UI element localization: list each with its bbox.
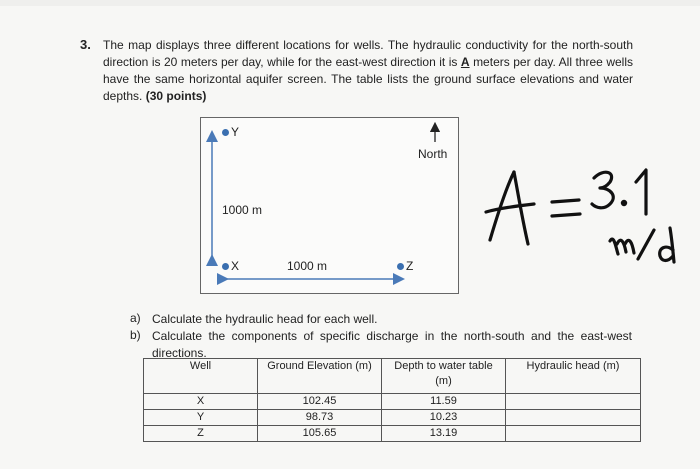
- table-row: [144, 426, 641, 442]
- well-x-label: X: [231, 259, 240, 273]
- part-a-letter: a): [130, 311, 141, 325]
- cell-well: Z: [144, 426, 258, 442]
- table-header-row: [144, 359, 641, 394]
- question-number: 3.: [80, 37, 91, 52]
- question-text: The map displays three different locations for wells. The hydraulic conductivity for the north-south direction is 20 meters per day, while for the east-west direction it is A meters per day. All three wells have the same horizontal aquifer screen. The table lists the ground surface elevations and water depths. (30 points): [103, 38, 633, 103]
- north-label: North: [418, 147, 448, 161]
- cell-head: [506, 410, 641, 426]
- cell-depth: 11.59: [382, 394, 506, 410]
- header-hydraulic-head: Hydraulic head (m): [506, 359, 641, 394]
- points-label: (30 points): [145, 89, 207, 103]
- table-row: [144, 394, 641, 410]
- horizontal-distance-label: 1000 m: [287, 259, 328, 273]
- well-map: [200, 117, 459, 294]
- variable-a: A: [460, 55, 470, 69]
- well-z-dot: [397, 263, 404, 270]
- header-ground-elevation: Ground Elevation (m): [258, 359, 382, 394]
- cell-elevation: 102.45: [258, 394, 382, 410]
- well-x-dot: [222, 263, 229, 270]
- table-row: [144, 410, 641, 426]
- cell-depth: 13.19: [382, 426, 506, 442]
- header-depth-to-water: Depth to water table (m): [382, 359, 506, 394]
- well-y-dot: [222, 129, 229, 136]
- cell-head: [506, 394, 641, 410]
- header-well: Well: [144, 359, 258, 394]
- cell-elevation: 105.65: [258, 426, 382, 442]
- handwritten-annotation: [476, 158, 686, 288]
- well-z-label: Z: [406, 259, 414, 273]
- well-y-label: Y: [231, 125, 240, 139]
- cell-well: X: [144, 394, 258, 410]
- top-edge: [0, 0, 700, 6]
- vertical-distance-label: 1000 m: [222, 203, 263, 217]
- part-b-letter: b): [130, 328, 141, 342]
- cell-elevation: 98.73: [258, 410, 382, 426]
- cell-well: Y: [144, 410, 258, 426]
- cell-depth: 10.23: [382, 410, 506, 426]
- wells-table: [143, 358, 641, 442]
- cell-head: [506, 426, 641, 442]
- part-a-text: Calculate the hydraulic head for each well.: [152, 312, 378, 326]
- part-b-text: Calculate the components of specific discharge in the north-south and the east-west directions.: [152, 329, 632, 360]
